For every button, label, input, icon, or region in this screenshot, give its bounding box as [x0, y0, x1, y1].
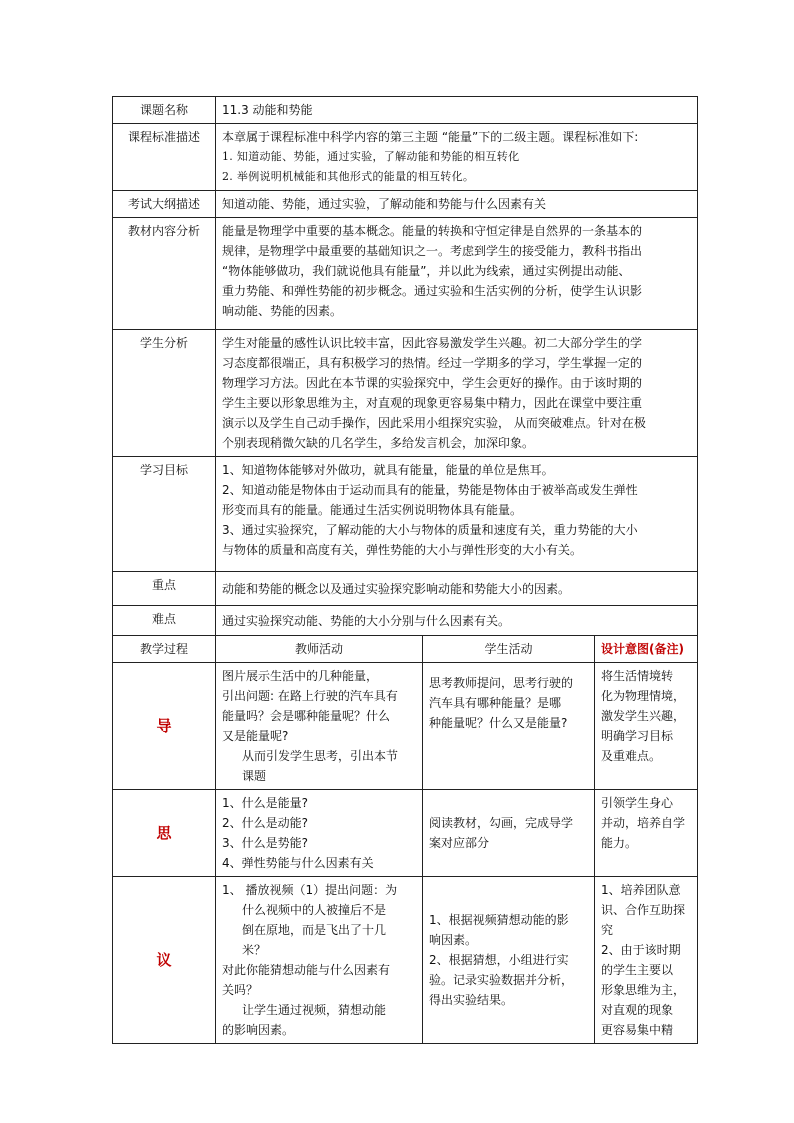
- activity-line: 米？: [242, 943, 267, 957]
- goals-line: 2、知道动能是物体由于运动而具有的能量，势能是物体由于被举高或发生弹性: [222, 483, 638, 497]
- activity-line: 阅读教材，勾画，完成导学: [429, 816, 574, 830]
- goals-label: 学习目标: [113, 457, 216, 572]
- goals-line: 形变而具有的能量。能通过生活实例说明物体具有能量。: [222, 503, 523, 517]
- difficult-label: 难点: [113, 606, 216, 636]
- intent-line: 2、由于该时期: [601, 943, 681, 957]
- students-line: 个别表现稍微欠缺的几名学生，多给发言机会，加深印象。: [222, 436, 535, 450]
- intent-line: 及重难点。: [601, 749, 662, 763]
- intent-line: 1、培养团队意: [601, 883, 681, 897]
- process-student-head: 学生活动: [423, 636, 595, 663]
- intent-line: 并动，培养自学: [601, 816, 686, 830]
- goals-value: [216, 457, 698, 572]
- textbook-line: 响动能、势能的因素。: [222, 304, 343, 318]
- activity-line: 思考教师提问，思考行驶的: [429, 676, 574, 690]
- intent-line: 的学生主要以: [601, 963, 674, 977]
- activity-line: 什么视频中的人被撞后不是: [242, 903, 387, 917]
- activity-line: 2、什么是动能?: [222, 816, 309, 830]
- activity-line: 案对应部分: [429, 836, 490, 850]
- activity-line: 汽车具有哪种能量？是哪: [429, 696, 562, 710]
- activity-line: 倒在原地，而是飞出了十几: [242, 923, 387, 937]
- stage-row-dao: [113, 663, 698, 790]
- activity-line: 响因素。: [429, 933, 478, 947]
- topic-value: 11.3 动能和势能: [216, 97, 698, 124]
- process-teacher-head: 教师活动: [216, 636, 423, 663]
- activity-line: 4、弹性势能与什么因素有关: [222, 856, 374, 870]
- intent-line: 激发学生兴趣，: [601, 709, 686, 723]
- activity-line: 从而引发学生思考，引出本节: [242, 749, 399, 763]
- intent-line: 识、合作互助探: [601, 903, 686, 917]
- textbook-line: 重力势能、和弹性势能的初步概念。通过实验和生活实例的分析，使学生认识影: [222, 284, 643, 298]
- activity-line: 让学生通过视频，猜想动能: [242, 1003, 387, 1017]
- students-line: 习态度都很端正，具有积极学习的热情。经过一学期多的学习，学生掌握一定的: [222, 356, 643, 370]
- stage-student-activity: [423, 790, 595, 877]
- goals-line: 3、通过实验探究，了解动能的大小与物体的质量和速度有关，重力势能的大小: [222, 523, 638, 537]
- activity-line: 验。记录实验数据并分析，: [429, 973, 574, 987]
- process-intent-head: 设计意图(备注): [595, 636, 698, 663]
- row-difficult: [113, 606, 698, 636]
- stage-design-intent: [595, 877, 698, 1044]
- row-standard: [113, 124, 698, 191]
- stage-design-intent: [595, 790, 698, 877]
- stage-name: 议: [113, 877, 216, 1044]
- row-key: [113, 572, 698, 606]
- textbook-label: 教材内容分析: [113, 218, 216, 330]
- activity-line: 又是能量呢?: [222, 729, 289, 743]
- goals-line: 1、知道物体能够对外做功，就具有能量，能量的单位是焦耳。: [222, 463, 554, 477]
- key-label: 重点: [113, 572, 216, 606]
- activity-line: 3、什么是势能?: [222, 836, 309, 850]
- textbook-line: “物体能够做功，我们就说他具有能量”，并以此为线索，通过实例提出动能、: [222, 264, 631, 278]
- students-line: 物理学习方法。因此在本节课的实验探究中，学生会更好的操作。由于该时期的: [222, 376, 643, 390]
- stage-row-yi: [113, 877, 698, 1044]
- intent-line: 更容易集中精: [601, 1023, 674, 1037]
- textbook-value: [216, 218, 698, 330]
- students-line: 学生主要以形象思维为主，对直观的现象更容易集中精力，因此在课堂中要注重: [222, 396, 643, 410]
- students-label: 学生分析: [113, 330, 216, 457]
- row-process-head: [113, 636, 698, 663]
- students-value: [216, 330, 698, 457]
- lesson-plan-table: [112, 96, 698, 1044]
- standard-line: 本章属于课程标准中科学内容的第三主题 “能量”下的二级主题。课程标准如下:: [222, 130, 639, 144]
- stage-design-intent: [595, 663, 698, 790]
- row-textbook: [113, 218, 698, 330]
- goals-line: 与物体的质量和高度有关，弹性势能的大小与弹性形变的大小有关。: [222, 543, 583, 557]
- stage-student-activity: [423, 877, 595, 1044]
- activity-line: 2、根据猜想，小组进行实: [429, 953, 569, 967]
- standard-line: 1. 知道动能、势能，通过实验，了解动能和势能的相互转化: [222, 150, 520, 163]
- activity-line: 图片展示生活中的几种能量，: [222, 669, 379, 683]
- process-stage-head: 教学过程: [113, 636, 216, 663]
- row-topic: [113, 97, 698, 124]
- stage-teacher-activity: [216, 790, 423, 877]
- students-line: 学生对能量的感性认识比较丰富，因此容易激发学生兴趣。初二大部分学生的学: [222, 336, 643, 350]
- key-value: 动能和势能的概念以及通过实验探究影响动能和势能大小的因素。: [216, 572, 698, 606]
- stage-name: 导: [113, 663, 216, 790]
- activity-line: 1、 播放视频（1）提出问题：为: [222, 883, 398, 897]
- standard-value: [216, 124, 698, 191]
- row-students: [113, 330, 698, 457]
- intent-line: 化为物理情境，: [601, 689, 686, 703]
- topic-label: 课题名称: [113, 97, 216, 124]
- textbook-line: 规律，是物理学中最重要的基础知识之一。考虑到学生的接受能力，教科书指出: [222, 244, 643, 258]
- intent-line: 形象思维为主，: [601, 983, 686, 997]
- intent-line: 对直观的现象: [601, 1003, 674, 1017]
- intent-line: 明确学习目标: [601, 729, 674, 743]
- activity-line: 关吗？: [222, 983, 259, 997]
- activity-line: 种能量呢？什么又是能量?: [429, 716, 568, 730]
- activity-line: 能量吗？会是哪种能量呢？什么: [222, 709, 391, 723]
- row-outline: [113, 191, 698, 218]
- stage-student-activity: [423, 663, 595, 790]
- activity-line: 得出实验结果。: [429, 993, 514, 1007]
- outline-label: 考试大纲描述: [113, 191, 216, 218]
- activity-line: 1、什么是能量?: [222, 796, 309, 810]
- activity-line: 的影响因素。: [222, 1023, 295, 1037]
- stage-teacher-activity: [216, 663, 423, 790]
- intent-line: 能力。: [601, 836, 638, 850]
- stage-teacher-activity: [216, 877, 423, 1044]
- stage-name: 思: [113, 790, 216, 877]
- standard-label: 课程标准描述: [113, 124, 216, 191]
- intent-line: 引领学生身心: [601, 796, 674, 810]
- textbook-line: 能量是物理学中重要的基本概念。能量的转换和守恒定律是自然界的一条基本的: [222, 224, 643, 238]
- outline-value: 知道动能、势能，通过实验，了解动能和势能与什么因素有关: [216, 191, 698, 218]
- activity-line: 对此你能猜想动能与什么因素有: [222, 963, 391, 977]
- intent-line: 将生活情境转: [601, 669, 674, 683]
- row-goals: [113, 457, 698, 572]
- difficult-value: 通过实验探究动能、势能的大小分别与什么因素有关。: [216, 606, 698, 636]
- activity-line: 引出问题: 在路上行驶的汽车具有: [222, 689, 398, 703]
- students-line: 演示以及学生自己动手操作，因此采用小组探究实验， 从而突破难点。针对在极: [222, 416, 646, 430]
- activity-line: 1、根据视频猜想动能的影: [429, 913, 569, 927]
- standard-line: 2. 举例说明机械能和其他形式的能量的相互转化。: [222, 170, 475, 183]
- activity-line: 课题: [242, 769, 267, 783]
- intent-line: 究: [601, 923, 614, 937]
- stage-row-si: [113, 790, 698, 877]
